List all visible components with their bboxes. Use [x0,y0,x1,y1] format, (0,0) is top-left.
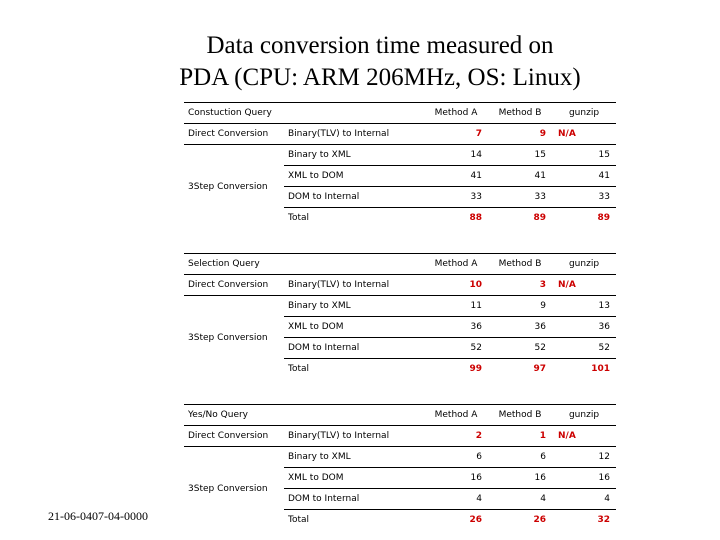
value-method-b: 16 [488,468,552,489]
row-label: XML to DOM [284,317,424,338]
row-label: Total [284,510,424,531]
row-label: Binary to XML [284,296,424,317]
table-row [184,447,616,468]
value-method-b: 9 [488,124,552,145]
header-gunzip: gunzip [552,103,616,124]
value-method-a: 16 [424,468,488,489]
value-gunzip: N/A [552,426,616,447]
value-method-b: 4 [488,489,552,510]
value-gunzip: 33 [552,187,616,208]
value-method-a: 99 [424,359,488,380]
value-method-b: 36 [488,317,552,338]
value-gunzip: 16 [552,468,616,489]
value-gunzip: 13 [552,296,616,317]
value-method-b: 89 [488,208,552,229]
title-line-2: PDA (CPU: ARM 206MHz, OS: Linux) [179,64,581,91]
query-label: Yes/No Query [184,405,284,426]
header-method-a: Method A [424,103,488,124]
direct-conversion-label: Direct Conversion [184,124,284,145]
row-label: Binary(TLV) to Internal [284,426,424,447]
header-method-a: Method A [424,405,488,426]
header-method-b: Method B [488,405,552,426]
3step-conversion-label: 3Step Conversion [184,145,284,229]
value-method-b: 9 [488,296,552,317]
table-row [184,426,616,447]
construction-query-table [184,102,616,228]
value-method-a: 10 [424,275,488,296]
value-gunzip: 15 [552,145,616,166]
query-label: Constuction Query [184,103,284,124]
value-method-a: 41 [424,166,488,187]
header-gunzip: gunzip [552,405,616,426]
value-gunzip: N/A [552,275,616,296]
value-method-a: 4 [424,489,488,510]
direct-conversion-label: Direct Conversion [184,426,284,447]
footer-id: 21-06-0407-04-0000 [48,509,148,523]
value-gunzip: 12 [552,447,616,468]
value-gunzip: N/A [552,124,616,145]
value-method-b: 3 [488,275,552,296]
value-gunzip: 41 [552,166,616,187]
row-label: Binary(TLV) to Internal [284,275,424,296]
header-method-b: Method B [488,103,552,124]
direct-conversion-label: Direct Conversion [184,275,284,296]
value-method-b: 15 [488,145,552,166]
row-label: XML to DOM [284,166,424,187]
row-label: DOM to Internal [284,489,424,510]
row-label: Binary to XML [284,447,424,468]
value-method-a: 14 [424,145,488,166]
value-gunzip: 36 [552,317,616,338]
value-method-a: 33 [424,187,488,208]
row-label: DOM to Internal [284,187,424,208]
table-row [184,145,616,166]
value-gunzip: 32 [552,510,616,531]
header-gunzip: gunzip [552,254,616,275]
value-method-a: 26 [424,510,488,531]
value-method-a: 2 [424,426,488,447]
value-method-b: 1 [488,426,552,447]
value-gunzip: 52 [552,338,616,359]
row-label: Binary to XML [284,145,424,166]
row-label: XML to DOM [284,468,424,489]
value-method-b: 97 [488,359,552,380]
row-label: Total [284,359,424,380]
table-row [184,296,616,317]
header-method-a: Method A [424,254,488,275]
value-method-a: 7 [424,124,488,145]
3step-conversion-label: 3Step Conversion [184,296,284,380]
value-method-a: 52 [424,338,488,359]
value-method-b: 33 [488,187,552,208]
value-method-b: 52 [488,338,552,359]
yes-no-query-table [184,404,616,530]
value-method-a: 36 [424,317,488,338]
value-gunzip: 101 [552,359,616,380]
selection-query-table [184,253,616,379]
3step-conversion-label: 3Step Conversion [184,447,284,531]
value-method-a: 6 [424,447,488,468]
value-gunzip: 4 [552,489,616,510]
value-method-a: 88 [424,208,488,229]
row-label: Binary(TLV) to Internal [284,124,424,145]
table-row [184,124,616,145]
table-row [184,275,616,296]
header-method-b: Method B [488,254,552,275]
value-method-b: 6 [488,447,552,468]
value-method-a: 11 [424,296,488,317]
value-method-b: 41 [488,166,552,187]
value-method-b: 26 [488,510,552,531]
page-title [0,30,720,94]
row-label: DOM to Internal [284,338,424,359]
row-label: Total [284,208,424,229]
value-gunzip: 89 [552,208,616,229]
title-line-1: Data conversion time measured on [206,32,554,59]
query-label: Selection Query [184,254,284,275]
